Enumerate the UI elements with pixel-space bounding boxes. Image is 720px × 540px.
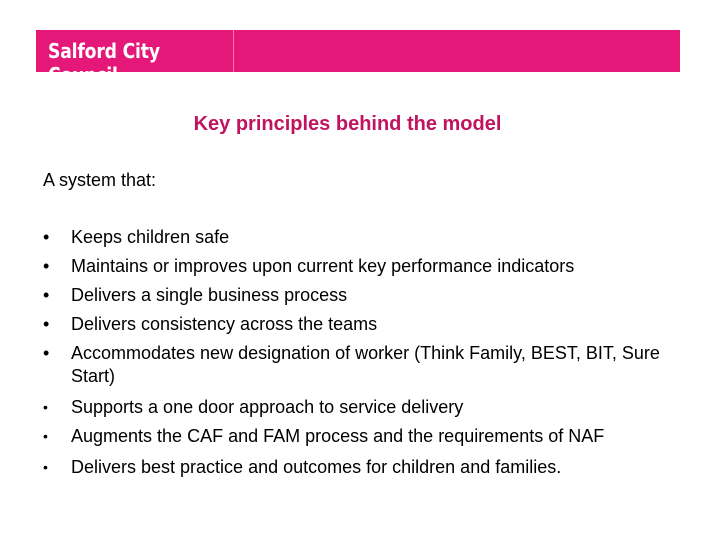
list-item-text: Maintains or improves upon current key performance indicators <box>71 256 575 276</box>
bullet-icon: • <box>43 314 50 334</box>
bullet-icon: • <box>43 227 50 247</box>
bullet-icon: • <box>43 428 48 444</box>
list-item <box>43 255 663 278</box>
intro-text: A system that: <box>43 170 157 190</box>
list-item <box>43 456 663 479</box>
slide-title: Key principles behind the model <box>193 113 502 135</box>
list-item <box>43 396 663 419</box>
list-item <box>43 226 663 249</box>
bullet-icon: • <box>43 343 50 363</box>
list-item-text: Accommodates new designation of worker (Think Family, BEST, BIT, Sure Start) <box>71 343 660 386</box>
list-item-text: Delivers best practice and outcomes for children and families. <box>71 457 562 477</box>
bullet-icon: • <box>43 285 50 305</box>
list-item-text: Delivers consistency across the teams <box>71 314 378 334</box>
list-item-text: Augments the CAF and FAM process and the requirements of NAF <box>71 426 605 446</box>
list-item-text: Supports a one door approach to service delivery <box>71 397 464 417</box>
bullet-icon: • <box>43 399 48 415</box>
list-item <box>43 425 663 448</box>
header-bar <box>36 30 680 87</box>
bullet-icon: • <box>43 459 48 475</box>
list-item-text: Keeps children safe <box>71 227 230 247</box>
list-item <box>43 342 663 388</box>
list-item-text: Delivers a single business process <box>71 285 348 305</box>
council-logo <box>36 30 234 87</box>
list-item <box>43 284 663 307</box>
bullet-icon: • <box>43 256 50 276</box>
list-item <box>43 313 663 336</box>
principles-list <box>43 226 663 485</box>
logo-text: Salford City Council <box>48 39 160 87</box>
